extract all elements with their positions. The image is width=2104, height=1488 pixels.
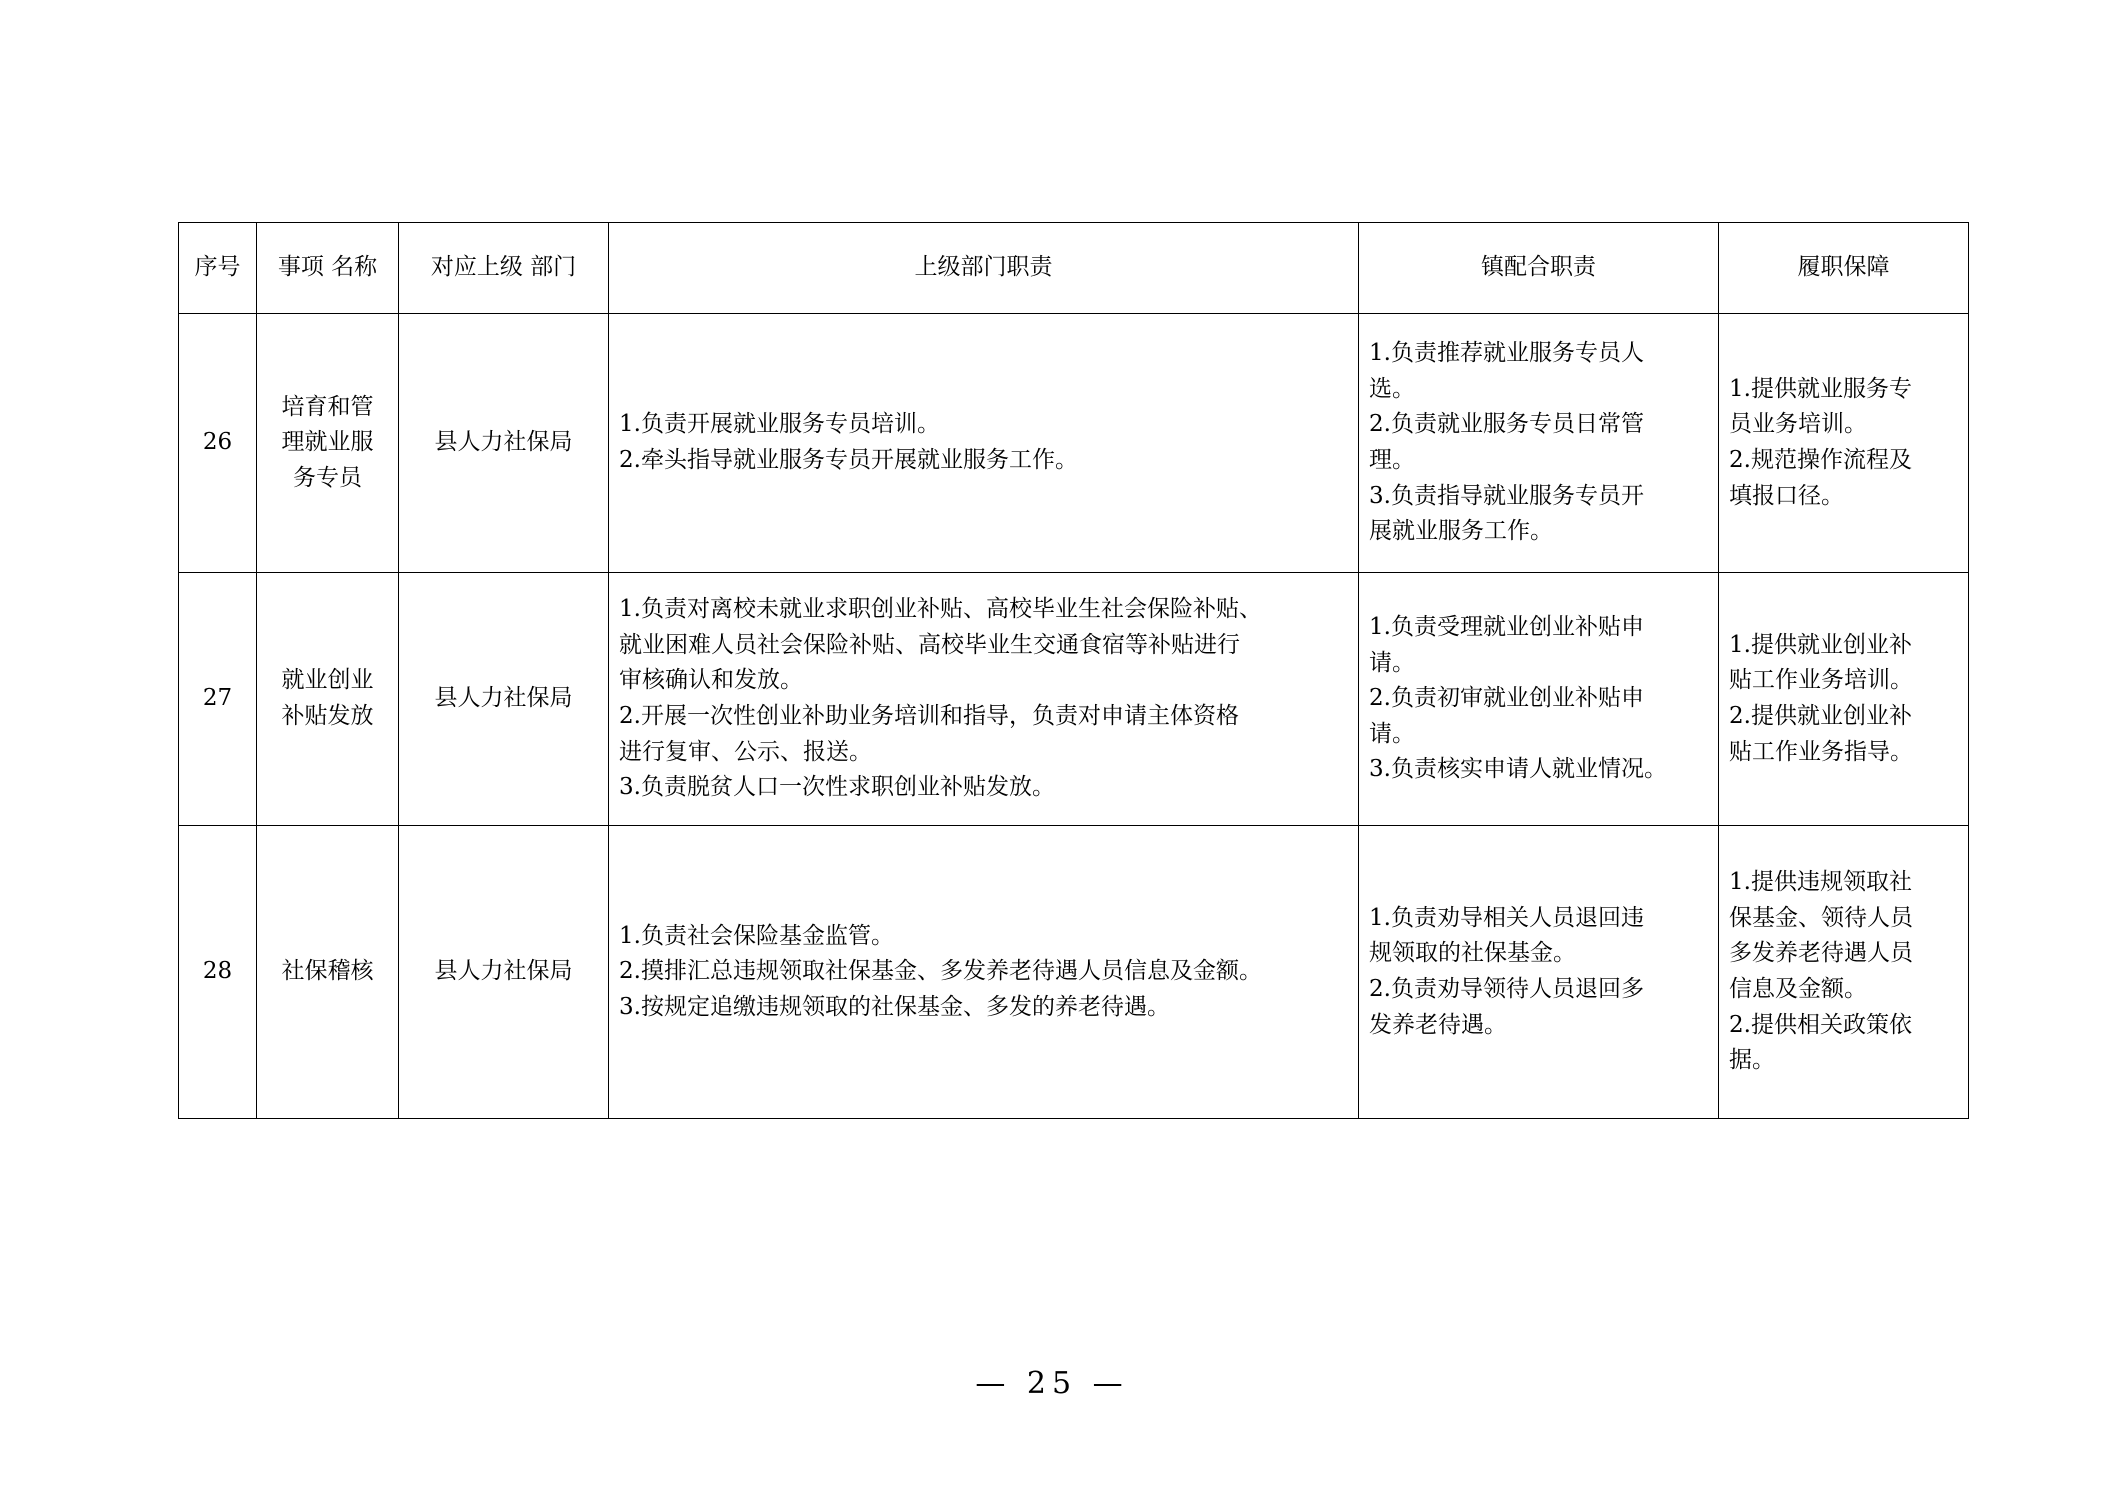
row-town-duty-line: 3.负责核实申请人就业情况。 bbox=[1369, 756, 1667, 783]
header-upper-dept-line2: 部门 bbox=[530, 254, 577, 281]
row-town-duty-line: 1.负责受理就业创业补贴申 bbox=[1369, 613, 1644, 640]
table-row bbox=[179, 573, 1969, 826]
row-upper-duty-line: 就业困难人员社会保险补贴、高校毕业生交通食宿等补贴进行 bbox=[619, 631, 1240, 658]
table-header-row bbox=[179, 223, 1969, 314]
header-seq: 序号 bbox=[179, 223, 257, 314]
row-upper-duty-line: 2.摸排汇总违规领取社保基金、多发养老待遇人员信息及金额。 bbox=[619, 958, 1262, 985]
row-item-name-line: 理就业服 bbox=[281, 429, 374, 456]
row-item-name bbox=[257, 573, 399, 826]
row-item-name-line: 社保稽核 bbox=[281, 958, 374, 985]
row-town-duty-line: 请。 bbox=[1369, 649, 1415, 676]
row-upper-duty-line: 2.开展一次性创业补助业务培训和指导，负责对申请主体资格 bbox=[619, 703, 1239, 729]
row-upper-duty-line: 审核确认和发放。 bbox=[619, 667, 803, 694]
row-guarantee-line: 填报口径。 bbox=[1729, 482, 1844, 509]
row-upper-duty-line: 3.负责脱贫人口一次性求职创业补贴发放。 bbox=[619, 774, 1055, 801]
header-item-name bbox=[257, 223, 399, 314]
row-seq: 26 bbox=[179, 314, 257, 573]
row-item-name bbox=[257, 314, 399, 573]
row-item-name-line: 就业创业 bbox=[281, 667, 374, 694]
table-row bbox=[179, 826, 1969, 1119]
responsibility-table bbox=[178, 222, 1969, 1119]
row-guarantee bbox=[1719, 826, 1969, 1119]
row-guarantee-line: 2.规范操作流程及 bbox=[1729, 447, 1912, 473]
row-seq: 27 bbox=[179, 573, 257, 826]
row-town-duty-line: 2.负责就业服务专员日常管 bbox=[1369, 411, 1644, 438]
row-upper-duty-line: 3.按规定追缴违规领取的社保基金、多发的养老待遇。 bbox=[619, 993, 1170, 1020]
table-header bbox=[179, 223, 1969, 314]
row-town-duty-line: 理。 bbox=[1369, 447, 1415, 473]
row-upper-duty-line: 1.负责开展就业服务专员培训。 bbox=[619, 411, 940, 438]
responsibility-table-container bbox=[178, 222, 1968, 1119]
header-upper-dept-line1: 对应上级 bbox=[430, 254, 523, 281]
row-town-duty-line: 规领取的社保基金。 bbox=[1369, 940, 1576, 967]
row-town-duty bbox=[1359, 314, 1719, 573]
row-town-duty bbox=[1359, 826, 1719, 1119]
header-guarantee: 履职保障 bbox=[1719, 223, 1969, 314]
row-guarantee-line: 据。 bbox=[1729, 1047, 1775, 1074]
row-town-duty-line: 请。 bbox=[1369, 720, 1415, 747]
row-item-name-line: 补贴发放 bbox=[281, 703, 374, 729]
table-row bbox=[179, 314, 1969, 573]
row-town-duty-line: 发养老待遇。 bbox=[1369, 1011, 1507, 1038]
row-upper-duty-line: 进行复审、公示、报送。 bbox=[619, 738, 872, 765]
row-town-duty bbox=[1359, 573, 1719, 826]
header-town-duty: 镇配合职责 bbox=[1359, 223, 1719, 314]
row-town-duty-line: 1.负责劝导相关人员退回违 bbox=[1369, 904, 1644, 931]
row-item-name bbox=[257, 826, 399, 1119]
row-upper-duty bbox=[609, 314, 1359, 573]
row-guarantee-line: 员业务培训。 bbox=[1729, 411, 1867, 438]
header-upper-dept bbox=[399, 223, 609, 314]
row-upper-duty-line: 1.负责对离校未就业求职创业补贴、高校毕业生社会保险补贴、 bbox=[619, 596, 1262, 623]
row-guarantee-line: 1.提供就业创业补 bbox=[1729, 631, 1912, 658]
row-guarantee bbox=[1719, 573, 1969, 826]
row-upper-duty-line: 1.负责社会保险基金监管。 bbox=[619, 922, 894, 949]
page-number: — 25 — bbox=[975, 1366, 1129, 1401]
row-guarantee-line: 贴工作业务指导。 bbox=[1729, 738, 1913, 765]
row-guarantee-line: 贴工作业务培训。 bbox=[1729, 667, 1913, 694]
row-guarantee-line: 1.提供就业服务专 bbox=[1729, 375, 1912, 402]
row-town-duty-line: 选。 bbox=[1369, 375, 1415, 402]
row-guarantee bbox=[1719, 314, 1969, 573]
row-guarantee-line: 信息及金额。 bbox=[1729, 976, 1867, 1002]
row-guarantee-line: 2.提供就业创业补 bbox=[1729, 703, 1912, 729]
header-upper-duty: 上级部门职责 bbox=[609, 223, 1359, 314]
row-seq: 28 bbox=[179, 826, 257, 1119]
row-guarantee-line: 1.提供违规领取社 bbox=[1729, 869, 1912, 896]
row-upper-dept: 县人力社保局 bbox=[399, 314, 609, 573]
header-item-name-line1: 事项 bbox=[277, 254, 324, 281]
row-upper-dept: 县人力社保局 bbox=[399, 826, 609, 1119]
row-upper-duty bbox=[609, 826, 1359, 1119]
row-item-name-line: 务专员 bbox=[293, 464, 362, 491]
row-guarantee-line: 保基金、领待人员 bbox=[1729, 904, 1913, 931]
row-upper-dept: 县人力社保局 bbox=[399, 573, 609, 826]
row-town-duty-line: 2.负责劝导领待人员退回多 bbox=[1369, 976, 1644, 1002]
row-town-duty-line: 3.负责指导就业服务专员开 bbox=[1369, 482, 1644, 509]
row-town-duty-line: 1.负责推荐就业服务专员人 bbox=[1369, 340, 1644, 367]
row-guarantee-line: 多发养老待遇人员 bbox=[1729, 940, 1913, 967]
row-guarantee-line: 2.提供相关政策依 bbox=[1729, 1011, 1912, 1038]
row-item-name-line: 培育和管 bbox=[281, 393, 374, 420]
header-item-name-line2: 名称 bbox=[331, 254, 378, 281]
row-town-duty-line: 展就业服务工作。 bbox=[1369, 518, 1553, 545]
row-upper-duty-line: 2.牵头指导就业服务专员开展就业服务工作。 bbox=[619, 447, 1078, 473]
row-upper-duty bbox=[609, 573, 1359, 826]
table-body bbox=[179, 314, 1969, 1119]
row-town-duty-line: 2.负责初审就业创业补贴申 bbox=[1369, 685, 1644, 712]
